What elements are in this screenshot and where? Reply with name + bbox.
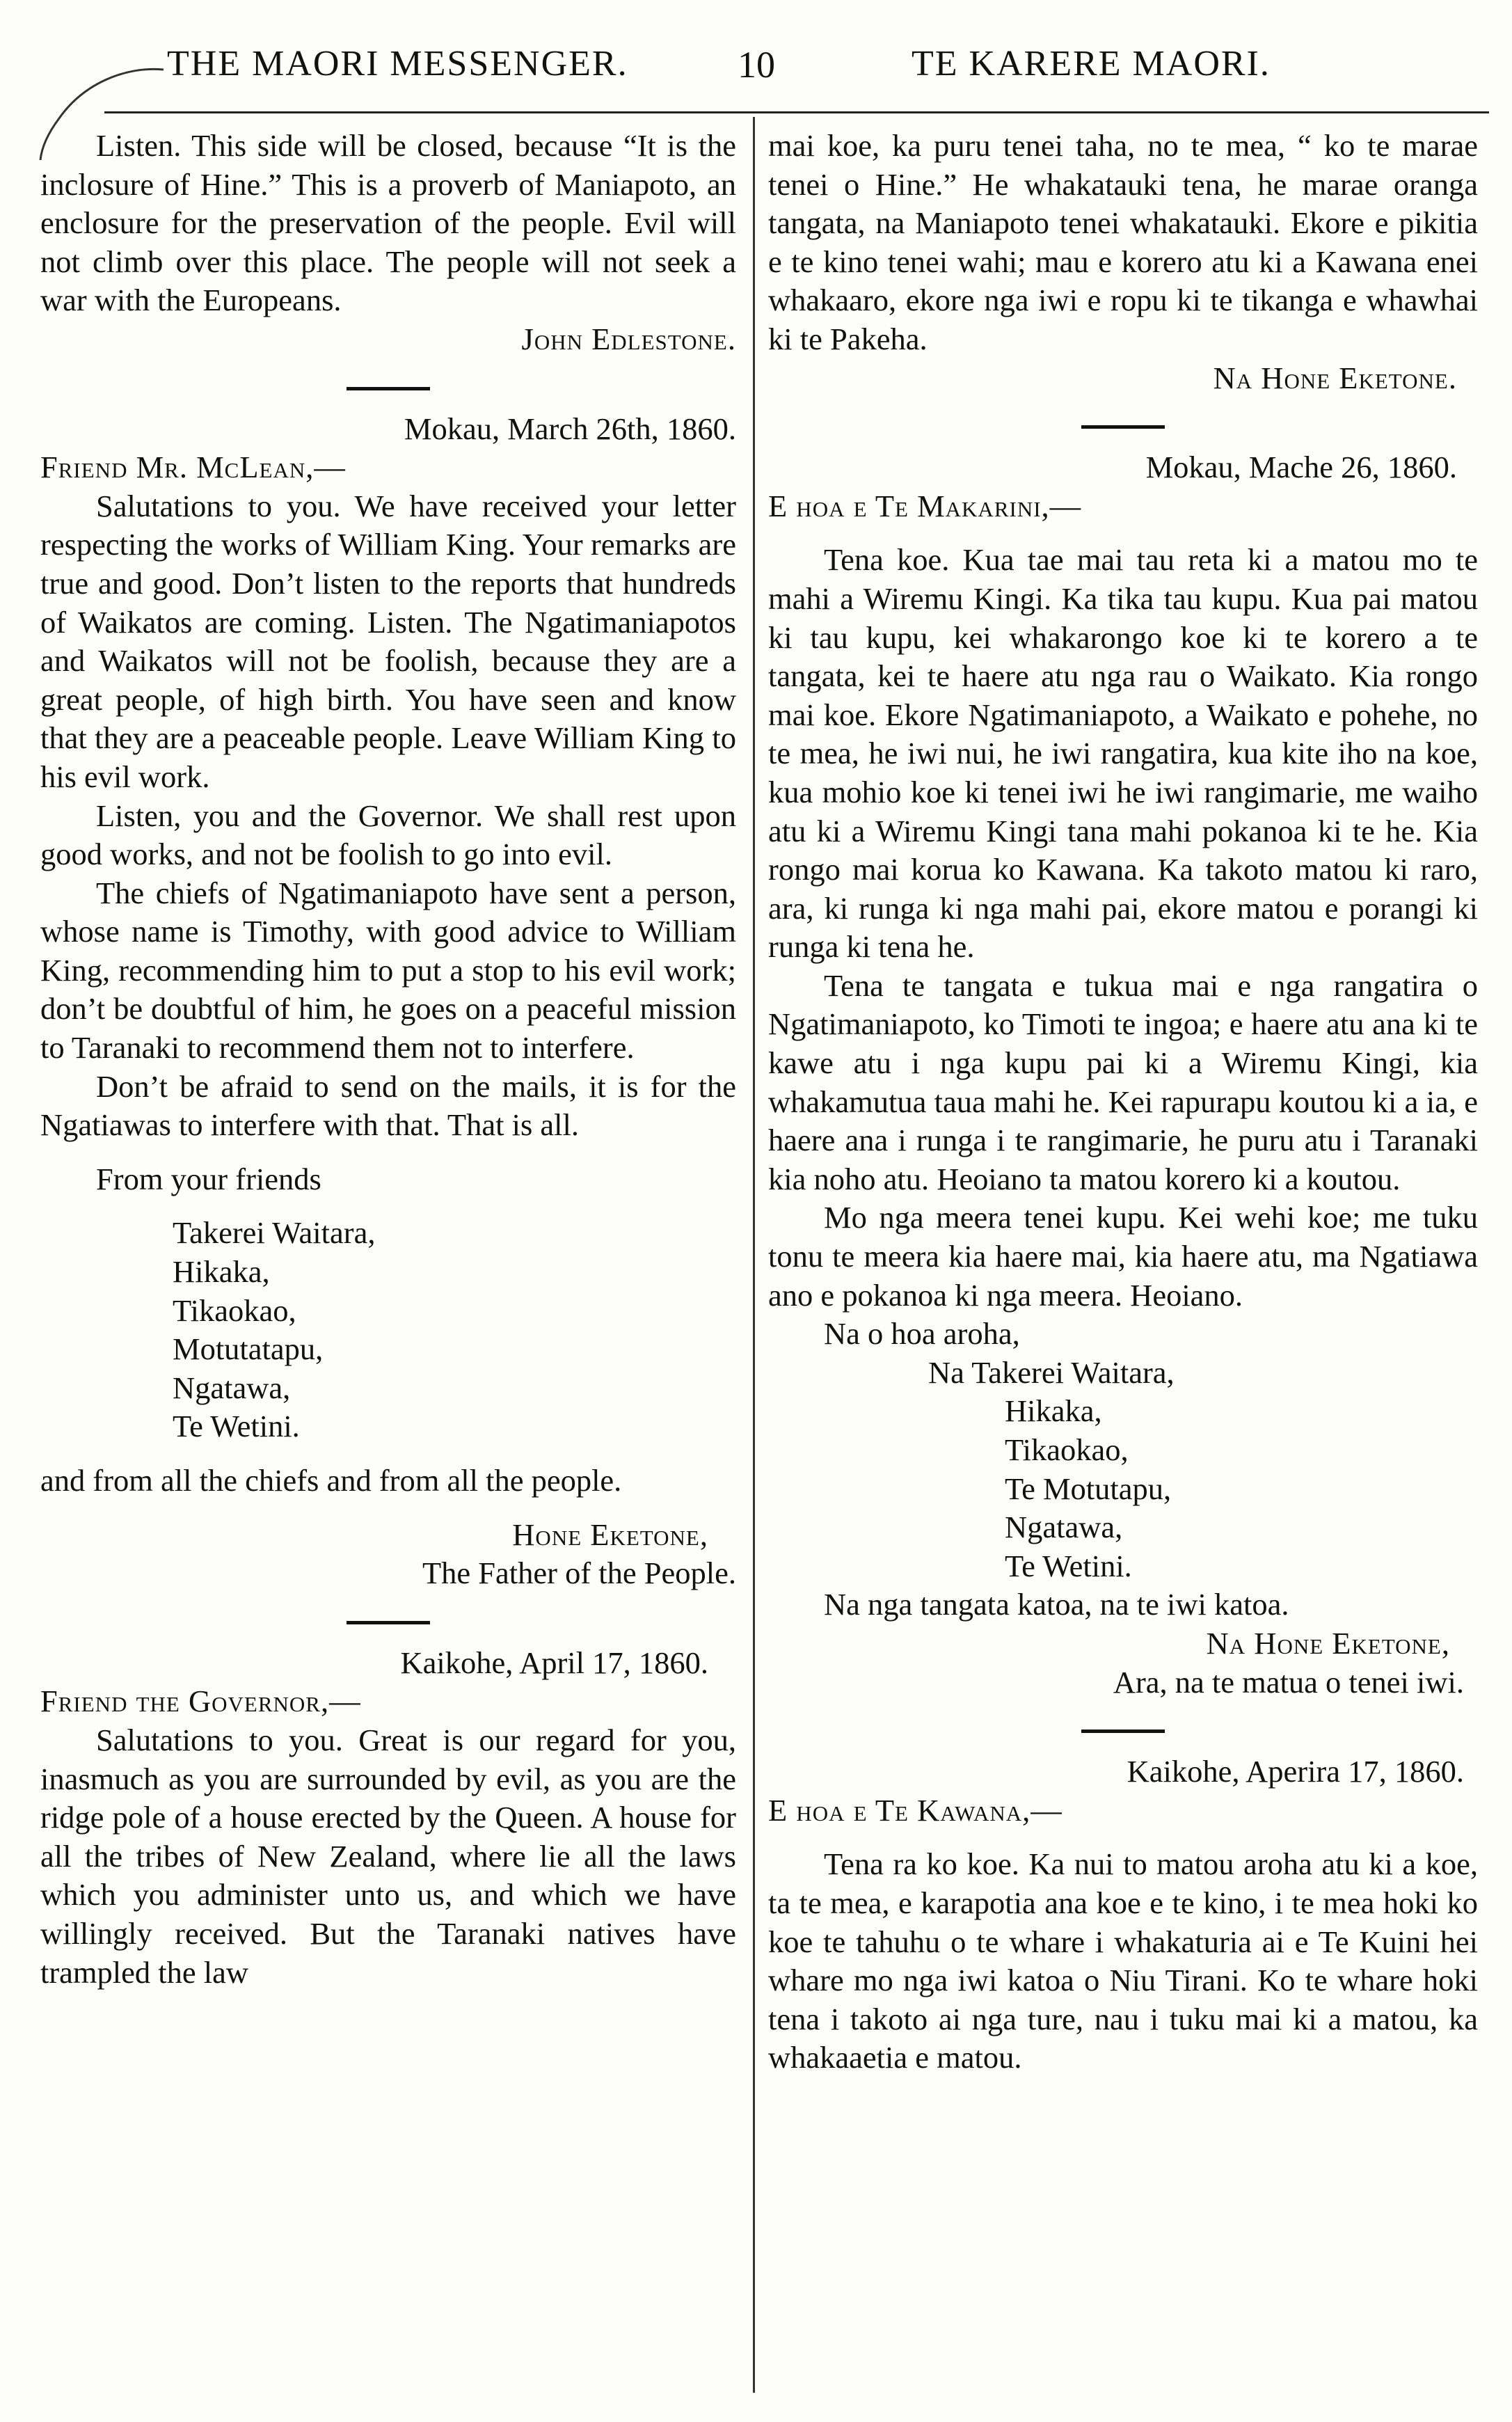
section-rule: [1081, 1730, 1165, 1733]
signatory-name: Takerei Waitara,: [173, 1215, 376, 1251]
from-line: From your friends: [96, 1161, 321, 1196]
section-rule: [347, 1621, 430, 1624]
signatory-name: Ngatawa,: [173, 1370, 291, 1405]
english-column: [40, 127, 736, 1992]
letter-paragraph: Salutations to you. We have received your letter respecting the works of William King. Your remarks are true and good. Don’t listen to the reports that hundreds of Waikatos are coming. Listen. The Ngatimaniapotos and Waikatos will not be foolish, because they are a great people, of high birth. You have seen and know that they are a peaceable people. Leave William King to his evil work.: [40, 488, 736, 794]
signatory-name: Tikaokao,: [173, 1292, 296, 1328]
letter-paragraph: Tena koe. Kua tae mai tau reta ki a matou mo te mahi a Wiremu Kingi. Ka tika tau kupu. Kua pai matou ki tau kupu, kei whakarongo koe ki te korero a te tangata, kei te haere atu nga rau o Waikato. Kia rongo mai koe. Ekore Ngatimaniapoto, a Waikato e pohehe, no te mea, he iwi nui, he iwi rangatira, kua kite iho na koe, kua mohio koe ki tenei iwi he iwi rangimarie, me waiho atu ki a Wiremu Kingi tana mahi pokanoa ki te he. Kia rongo mai korua ko Kawana. Ka takoto matou ki raro, ara, ki runga ki nga mahi pai, ekore matou e porangi ki runga ki tena he.: [768, 542, 1478, 965]
letter-paragraph: and from all the chiefs and from all the people.: [40, 1463, 622, 1498]
signatory-name: Te Motutapu,: [1005, 1471, 1172, 1506]
salutation-kawana: E hoa e Te Kawana,—: [768, 1792, 1063, 1828]
header-rule: [104, 111, 1489, 113]
signatory-name: Te Wetini.: [173, 1409, 300, 1444]
letter-closing-paragraph: Listen. This side will be closed, because “It is the inclosure of Hine.” This is a proverb of Maniapoto, an enclosure for the preservation of the people. Evil will not climb over this place. The people will not seek a war with the Europeans.: [40, 128, 736, 318]
letter-closing-paragraph: mai koe, ka puru tenei taha, no te mea, “ ko te marae tenei o Hine.” He whakatauki tena, he marae oranga tangata, na Maniapoto tenei whakatauki. Ekore e pikitia e te kino tenei wahi; mau e korero atu ki a Kawana enei whakaaro, ekore nga iwi e ropu ki te tikanga e whawhai ki te Pakeha.: [768, 128, 1478, 356]
header-title-english: THE MAORI MESSENGER.: [167, 44, 628, 84]
dateline-kaikohe: Kaikohe, April 17, 1860.: [400, 1645, 708, 1680]
letter-paragraph: Don’t be afraid to send on the mails, it is for the Ngatiawas to interfere with that. That is all.: [40, 1068, 736, 1143]
signatory-name: Hikaka,: [173, 1254, 270, 1290]
dateline-kaikohe: Kaikohe, Aperira 17, 1860.: [1127, 1754, 1464, 1789]
letter-paragraph: Na nga tangata katoa, na te iwi katoa.: [824, 1587, 1289, 1622]
from-line: Na o hoa aroha,: [824, 1316, 1020, 1352]
signature-hone-eketone: Na Hone Eketone.: [1213, 360, 1457, 395]
signature-hone-eketone: Na Hone Eketone,: [1206, 1625, 1450, 1661]
letter-paragraph: Tena ra ko koe. Ka nui to matou aroha atu ki a koe, ta te mea, e karapotia ana koe e te kino, i te mea hoki ko koe te tahuhu o te whare i whakaturia ai e Te Kuini hei whare mo nga iwi katoa o Niu Tirani. Ko te whare hoki tena i takoto ai nga ture, nau i tuku mai ki a matou, ka whakaaetia e matou.: [768, 1846, 1478, 2075]
section-rule: [1081, 425, 1165, 429]
signatory-list: [40, 1214, 736, 1446]
signatory-name: Tikaokao,: [1005, 1432, 1129, 1467]
letter-paragraph: Tena te tangata e tukua mai e nga rangatira o Ngatimaniapoto, ko Timoti te ingoa; e haere atu ana ki te kawe atu i nga kupu pai ki a Wiremu Kingi, kia whakamutua taua mahi he. Kei rapurapu koutou ki a ia, e haere ana i runga i te rangimarie, he puru atu i Taranaki kia noho atu. Heoiano ta matou korero ki a koutou.: [768, 967, 1478, 1196]
page-number: 10: [738, 44, 775, 86]
salutation-makarini: E hoa e Te Makarini,—: [768, 488, 1082, 523]
signature-title: Ara, na te matua o tenei iwi.: [1113, 1664, 1464, 1700]
signature-title: The Father of the People.: [422, 1556, 736, 1591]
maori-column: [768, 127, 1478, 2077]
dateline-mokau: Mokau, March 26th, 1860.: [404, 411, 736, 446]
column-rule: [753, 117, 755, 2393]
header-title-maori: TE KARERE MAORI.: [912, 44, 1271, 84]
signature-hone-eketone: Hone Eketone,: [512, 1517, 708, 1552]
section-rule: [347, 387, 430, 390]
signatory-list: [768, 1354, 1478, 1586]
salutation-governor: Friend the Governor,—: [40, 1684, 361, 1719]
dateline-mokau: Mokau, Mache 26, 1860.: [1145, 450, 1457, 485]
letter-paragraph: The chiefs of Ngatimaniapoto have sent a person, whose name is Timothy, with good advice to William King, recommending him to put a stop to his evil work; don’t be doubtful of him, he goes on a peaceful mission to Taranaki to recommend them not to interfere.: [40, 875, 736, 1066]
letter-paragraph: Mo nga meera tenei kupu. Kei wehi koe; me tuku tonu te meera kia haere mai, kia haere atu, ma Ngatiawa ano e pokanoa ki nga meera. Heoiano.: [768, 1200, 1478, 1313]
signature-john-edlestone: John Edlestone.: [521, 321, 736, 356]
page-header: [0, 36, 1512, 99]
signatory-name: Ngatawa,: [1005, 1510, 1123, 1545]
signatory-name: Hikaka,: [1005, 1393, 1102, 1429]
signatory-name: Na Takerei Waitara,: [928, 1354, 1175, 1390]
signatory-name: Motutatapu,: [173, 1331, 324, 1367]
letter-paragraph: Listen, you and the Governor. We shall rest upon good works, and not be foolish to go into evil.: [40, 798, 736, 872]
salutation-mclean: Friend Mr. McLean,—: [40, 450, 346, 485]
signatory-name: Te Wetini.: [1005, 1548, 1132, 1583]
letter-paragraph: Salutations to you. Great is our regard for you, inasmuch as you are surrounded by evil, as you are the ridge pole of a house erected by the Queen. A house for all the tribes of New Zealand, where lie all the laws which you administer unto us, and which we have willingly received. But the Taranaki natives have trampled the law: [40, 1722, 736, 1990]
